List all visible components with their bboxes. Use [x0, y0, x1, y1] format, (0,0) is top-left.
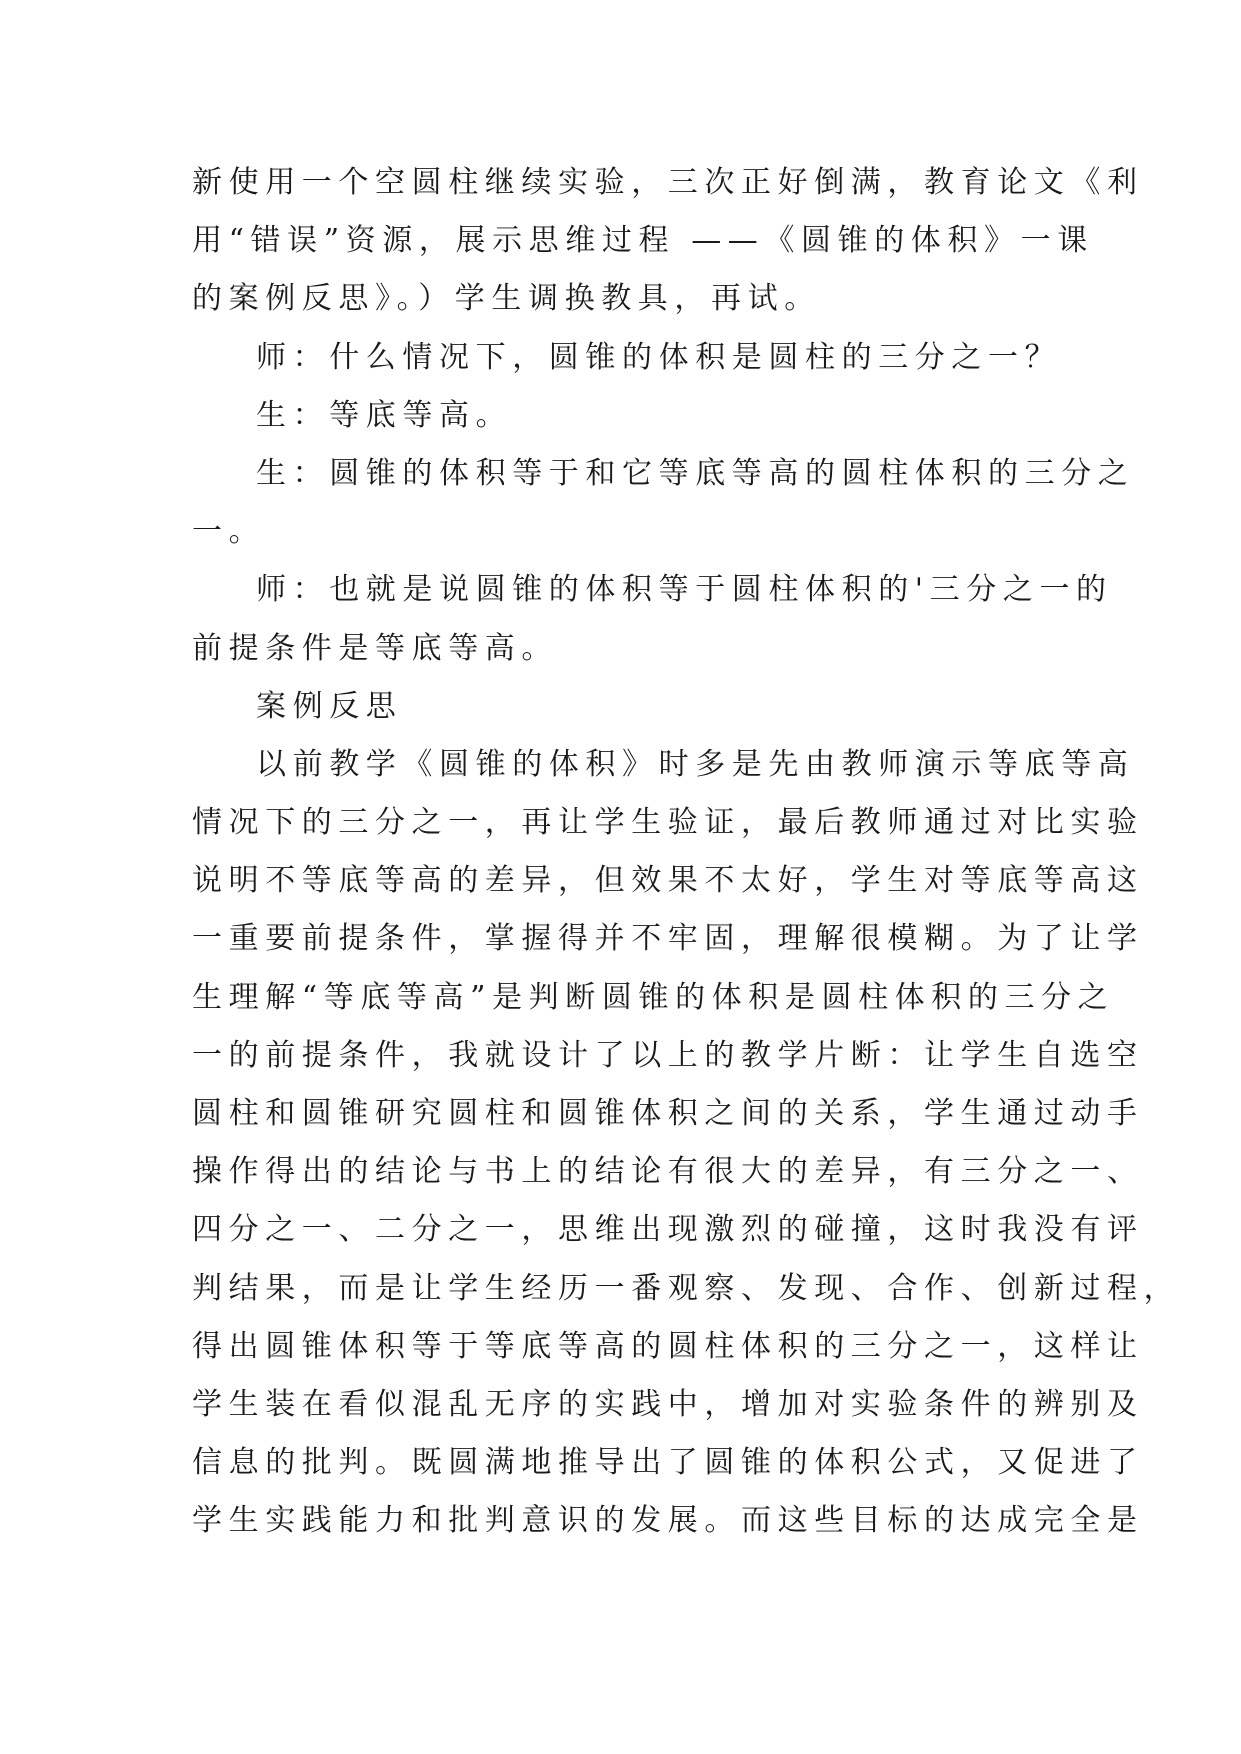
- text-line: 用“错误”资源，展示思维过程 ——《圆锥的体积》一课: [192, 223, 1094, 259]
- text-line: 判结果，而是让学生经历一番观察、发现、合作、创新过程，: [192, 1270, 1181, 1306]
- document-body: [192, 154, 1181, 1551]
- dialogue-line-teacher: 师：什么情况下，圆锥的体积是圆柱的三分之一？: [256, 339, 1062, 375]
- text-line: 说明不等底等高的差异，但效果不太好，学生对等底等高这: [192, 863, 1144, 899]
- text-line: 圆柱和圆锥研究圆柱和圆锥体积之间的关系，学生通过动手: [192, 1096, 1144, 1131]
- text-line: 的案例反思》。）学生调换教具，再试。: [192, 281, 821, 317]
- text-line: 得出圆锥体积等于等底等高的圆柱体积的三分之一，这样让: [192, 1328, 1144, 1364]
- text-line: 操作得出的结论与书上的结论有很大的差异，有三分之一、: [192, 1154, 1144, 1190]
- text-line: 一。: [192, 514, 266, 550]
- text-line: 新使用一个空圆柱继续实验，三次正好倒满，教育论文《利: [192, 165, 1144, 200]
- dialogue-line-student: 生：圆锥的体积等于和它等底等高的圆柱体积的三分之: [256, 455, 1135, 491]
- text-line: 信息的批判。既圆满地推导出了圆锥的体积公式，又促进了: [192, 1445, 1144, 1481]
- text-line: 学生装在看似混乱无序的实践中，增加对实验条件的辨别及: [192, 1386, 1144, 1422]
- text-line: 情况下的三分之一，再让学生验证，最后教师通过对比实验: [192, 805, 1144, 841]
- dialogue-line-student: 生：等底等高。: [256, 397, 513, 433]
- section-heading: 案例反思: [256, 688, 403, 724]
- text-line: 一的前提条件，我就设计了以上的教学片断：让学生自选空: [192, 1037, 1144, 1073]
- text-line: 四分之一、二分之一，思维出现激烈的碰撞，这时我没有评: [192, 1212, 1144, 1248]
- text-line: 学生实践能力和批判意识的发展。而这些目标的达成完全是: [192, 1503, 1144, 1539]
- text-line: 一重要前提条件，掌握得并不牢固，理解很模糊。为了让学: [192, 921, 1144, 957]
- dialogue-line-teacher: 师：也就是说圆锥的体积等于圆柱体积的'三分之一的: [256, 572, 1113, 608]
- paragraph-start: 以前教学《圆锥的体积》时多是先由教师演示等底等高: [256, 746, 1135, 782]
- text-line: 生理解“等底等高”是判断圆锥的体积是圆柱体积的三分之: [192, 979, 1115, 1015]
- text-line: 前提条件是等底等高。: [192, 630, 558, 666]
